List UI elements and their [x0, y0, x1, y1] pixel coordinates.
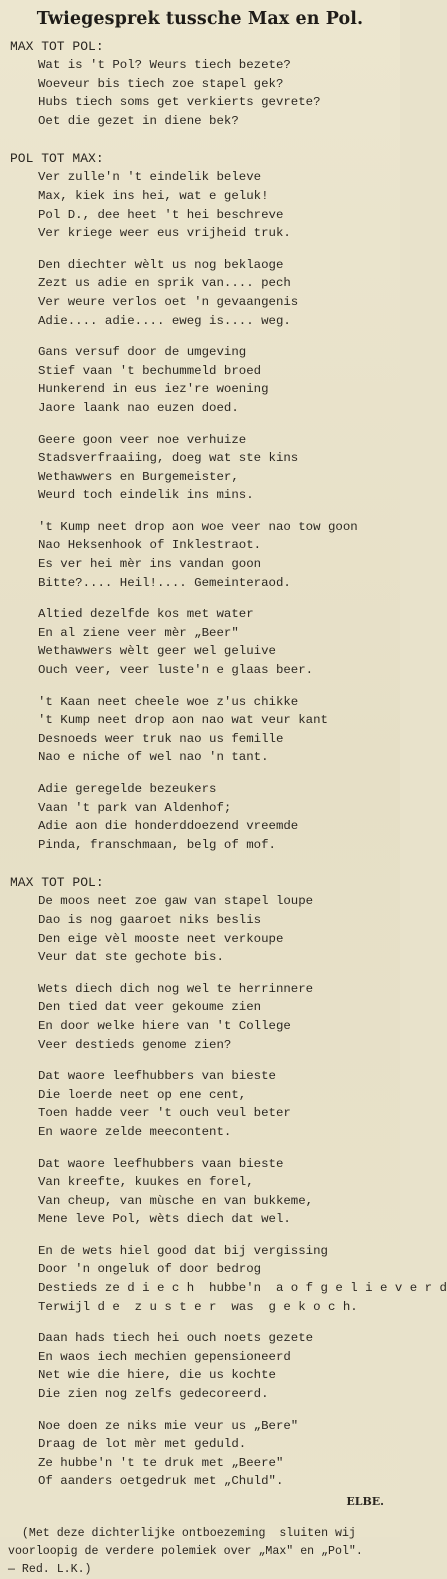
verse-line: Jaore laank nao euzen doed.: [38, 400, 239, 415]
verse-line: Door 'n ongeluk of door bedrog: [38, 1262, 262, 1277]
verse-line: Destieds ze d i e c h hubbe'n a o f g e l i e v e r d: [38, 1281, 447, 1296]
verse-line: Oet die gezet in diene bek?: [38, 113, 239, 128]
verse-line: Ver kriege weer eus vrijheid truk.: [38, 226, 291, 241]
verse-line: Adie geregelde bezeukers: [38, 782, 217, 796]
stanza-spacer: [8, 505, 392, 518]
verse-line: Gans versuf door de umgeving: [38, 345, 247, 360]
verse-line: Weurd toch eindelik ins mins.: [38, 488, 254, 503]
verse-line: Noe doen ze niks mie veur us „Bere": [38, 1418, 299, 1433]
verse-line: Ouch veer, veer luste'n e glaas beer.: [38, 663, 314, 678]
verse-line: Net wie die hiere, die us kochte: [38, 1368, 276, 1383]
stanza: [8, 168, 392, 242]
verse-line: De moos neet zoe gaw van stapel loupe: [38, 894, 314, 909]
verse-line: Daan hads tiech hei ouch noets gezete: [38, 1331, 314, 1346]
stanza: [8, 1329, 392, 1403]
verse-line: Ver zulle'n 't eindelik beleve: [38, 170, 262, 185]
stanza-spacer: [8, 967, 392, 980]
verse-line: En door welke hiere van 't College: [38, 1018, 291, 1033]
verse-line: Veur dat ste gechote bis.: [38, 950, 224, 965]
stanza: [8, 1242, 447, 1316]
verse-line: 't Kump neet drop aon nao wat veur kant: [38, 713, 328, 728]
stanza-spacer: [8, 680, 392, 693]
verse-line: Nao Heksenhook of Inklestraot.: [38, 538, 262, 553]
stanza: [8, 780, 392, 854]
verse-line: Of aanders oetgedruk met „Chuld".: [38, 1474, 284, 1489]
stanza: [8, 892, 392, 966]
verse-line: Stadsverfraaiing, doeg wat ste kins: [38, 451, 299, 466]
verse-line: Veer destieds genome zien?: [38, 1037, 232, 1052]
verse-line: Wethawwers wèlt geer wel geluive: [38, 644, 276, 659]
verse-line: Wets diech dich nog wel te herrinnere: [38, 981, 314, 996]
verse-line: Hunkerend in eus iez're woening: [38, 382, 269, 397]
stanza: [8, 518, 392, 592]
verse-line: Den eige vèl mooste neet verkoupe: [38, 931, 284, 946]
note-line: — Red. L.K.): [8, 1563, 92, 1576]
verse-line: Ver weure verlos oet 'n gevaangenis: [38, 294, 299, 309]
verse-line: 't Kaan neet cheele woe z'us chikke: [38, 694, 299, 709]
verse-line: Adie.... adie.... eweg is.... weg.: [38, 313, 291, 328]
verse-line: Terwijl d e z u s t e r was g e k o c h.: [38, 1299, 358, 1314]
section-spacer: [8, 854, 392, 874]
verse-line: Pinda, franschmaan, belg of mof.: [38, 837, 276, 852]
verse-line: Vaan 't park van Aldenhof;: [38, 800, 232, 815]
verse-line: 't Kump neet drop aon woe veer nao tow goon: [38, 519, 358, 534]
speaker-heading: POL TOT MAX:: [10, 151, 104, 167]
verse-line: Die zien nog zelfs gedecoreerd.: [38, 1387, 269, 1402]
verse-line: Den diechter wèlt us nog beklaoge: [38, 257, 284, 272]
stanza-spacer: [8, 1316, 392, 1329]
stanza-spacer: [8, 767, 392, 780]
verse-line: Ze hubbe'n 't te druk met „Beere": [38, 1455, 284, 1470]
verse-line: Adie aon die honderddoezend vreemde: [38, 819, 299, 834]
verse-line: En de wets hiel good dat bij vergissing: [38, 1243, 328, 1258]
verse-line: Wat is 't Pol? Weurs tiech bezete?: [38, 58, 291, 72]
verse-line: Altied dezelfde kos met water: [38, 607, 254, 622]
stanza-spacer: [8, 1229, 392, 1242]
verse-line: Geere goon veer noe verhuize: [38, 432, 247, 447]
verse-line: Nao e niche of wel nao 'n tant.: [38, 750, 269, 765]
verse-line: Draag de lot mèr met geduld.: [38, 1437, 247, 1452]
stanza: [8, 56, 392, 130]
stanza-spacer: [8, 1142, 392, 1155]
verse-line: Van kreefte, kuukes en forel,: [38, 1175, 254, 1190]
stanza: [8, 343, 392, 417]
author-signature: ELBE.: [346, 1495, 384, 1508]
poem-body: [8, 38, 447, 1491]
verse-line: Bitte?.... Heil!.... Gemeinteraod.: [38, 575, 291, 590]
stanza: [8, 1155, 392, 1229]
verse-line: Mene leve Pol, wèts diech dat wel.: [38, 1212, 291, 1227]
stanza: [8, 693, 392, 767]
verse-line: Van cheup, van mùsche en van bukkeme,: [38, 1193, 314, 1208]
stanza: [8, 980, 392, 1054]
verse-line: Dat waore leefhubbers vaan bieste: [38, 1156, 284, 1171]
verse-line: Woeveur bis tiech zoe stapel gek?: [38, 76, 284, 91]
verse-line: Die loerde neet op ene cent,: [38, 1087, 247, 1102]
verse-line: Es ver hei mèr ins vandan goon: [38, 557, 262, 572]
stanza-spacer: [8, 330, 392, 343]
poem-title: Twiegesprek tussche Max en Pol.: [36, 9, 364, 29]
verse-line: Desnoeds weer truk nao us femille: [38, 731, 284, 746]
verse-line: Stief vaan 't bechummeld broed: [38, 363, 262, 378]
stanza: [8, 605, 392, 679]
verse-line: Dat waore leefhubbers van bieste: [38, 1069, 276, 1084]
verse-line: Dao is nog gaaroet niks beslis: [38, 912, 262, 927]
section-spacer: [8, 130, 392, 150]
verse-line: Den tied dat veer gekoume zien: [38, 1000, 262, 1015]
verse-line: Pol D., dee heet 't hei beschreve: [38, 207, 284, 222]
speaker-heading: MAX TOT POL:: [10, 39, 104, 54]
stanza-spacer: [8, 418, 392, 431]
stanza: [8, 256, 392, 330]
editorial-note: [8, 1525, 392, 1579]
verse-line: Hubs tiech soms get verkierts gevrete?: [38, 95, 321, 110]
verse-line: Max, kiek ins hei, wat e geluk!: [38, 188, 269, 203]
stanza-spacer: [8, 243, 392, 256]
stanza: [8, 1067, 392, 1141]
stanza: [8, 1417, 392, 1491]
verse-line: En al ziene veer mèr „Beer": [38, 625, 239, 640]
verse-line: Wethawwers en Burgemeister,: [38, 469, 239, 484]
note-line: voorloopig de verdere polemiek over „Max" en „Pol".: [8, 1545, 363, 1558]
stanza-spacer: [8, 592, 392, 605]
verse-line: En waore zelde meecontent.: [38, 1124, 232, 1139]
note-line: (Met deze dichterlijke ontboezeming sluiten wij: [8, 1527, 356, 1540]
stanza: [8, 431, 392, 505]
verse-line: En waos iech mechien gepensioneerd: [38, 1349, 291, 1364]
verse-line: Toen hadde veer 't ouch veul beter: [38, 1106, 291, 1121]
verse-line: Zezt us adie en sprik van.... pech: [38, 276, 291, 291]
stanza-spacer: [8, 1054, 392, 1067]
stanza-spacer: [8, 1404, 392, 1417]
speaker-heading: MAX TOT POL:: [10, 875, 104, 891]
